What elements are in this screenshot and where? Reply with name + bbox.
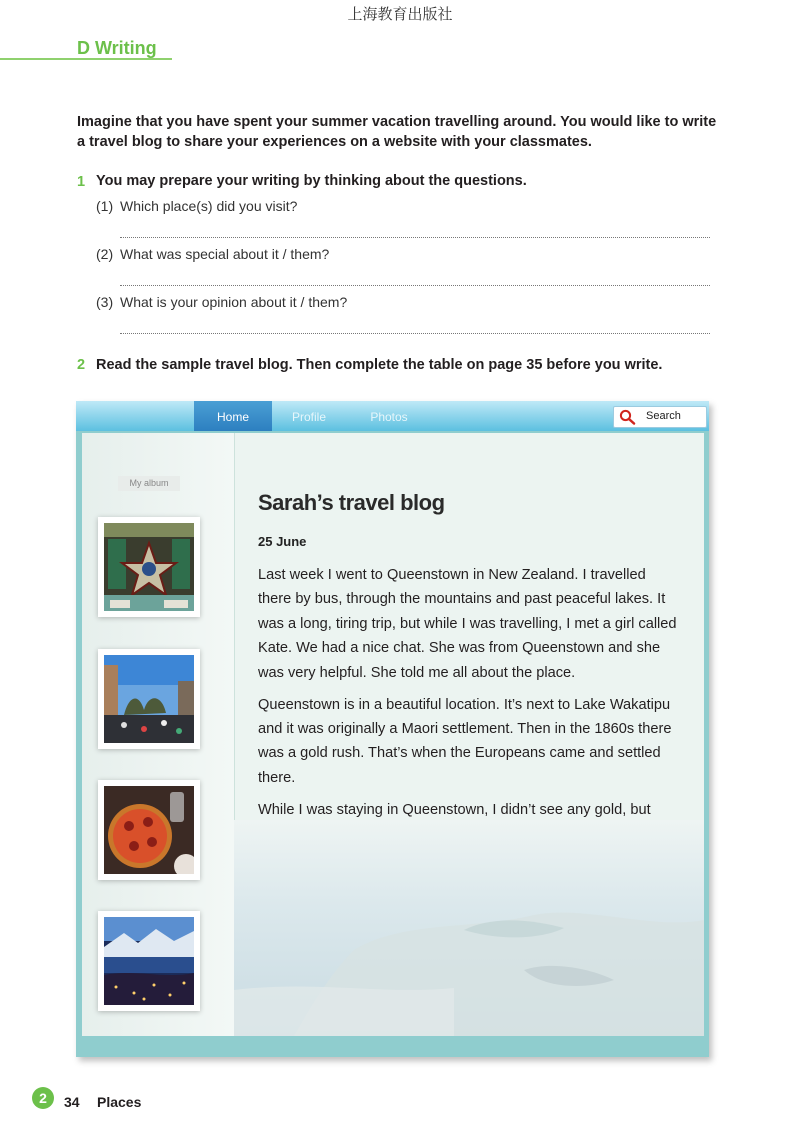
album-label: My album (118, 476, 180, 491)
search-label: Search (646, 410, 681, 422)
task-number: 2 (77, 357, 86, 373)
section-title: D Writing (77, 38, 157, 58)
nav-profile[interactable]: Profile (291, 410, 326, 424)
question-text: What was special about it / them? (120, 246, 330, 262)
landscape-background (234, 820, 704, 1036)
blog-body (258, 563, 678, 830)
question-text: Which place(s) did you visit? (120, 198, 298, 214)
nav-photos[interactable]: Photos (370, 410, 408, 424)
page-number: 34 (64, 1094, 80, 1110)
task-1 (77, 173, 85, 191)
unit-label: Places (97, 1094, 142, 1110)
question-label: (2) (96, 246, 114, 262)
answer-line[interactable] (120, 333, 710, 334)
unit-badge: 2 (32, 1087, 54, 1109)
search-icon[interactable] (619, 409, 637, 430)
task-1-text: You may prepare your writing by thinking about the questions. (96, 173, 527, 189)
task-2-text: Read the sample travel blog. Then complete the table on page 35 before you write. (96, 357, 663, 373)
question-label: (1) (96, 198, 114, 214)
task-intro: Imagine that you have spent your summer vacation travelling around. You would like to write a travel blog to share your experiences on a website with your classmates. (77, 114, 717, 150)
city-night-photo[interactable] (98, 911, 200, 1011)
blog-paragraph: Queenstown is in a beautiful location. It’s next to Lake Wakatipu and it was originally a Maori settlement. Then in the 1860s there was a gold rush. That’s when the Europeans came and settled there. (258, 696, 672, 786)
decorated-vehicle-photo[interactable] (98, 517, 200, 617)
answer-line[interactable] (120, 237, 710, 238)
answer-line[interactable] (120, 285, 710, 286)
task-number: 1 (77, 174, 86, 190)
publisher-header: 上海教育出版社 (347, 5, 453, 23)
pizza-photo[interactable] (98, 780, 200, 880)
blog-paragraph: Last week I went to Queenstown in New Zealand. I travelled there by bus, through the mountains and past peaceful lakes. It was a long, tiring trip, but while I was travelling, I met a girl called Kate. We had a nice chat. She was from Queenstown and she was very helpful. She told me all about the place. (258, 567, 677, 681)
blog-date: 25 June (258, 534, 307, 549)
blog-paragraph: While I was staying in Queenstown, I didn’t see any gold, but (258, 801, 651, 818)
section-underline (0, 58, 172, 60)
question-text: What is your opinion about it / them? (120, 294, 348, 310)
nav-home[interactable]: Home (194, 401, 272, 431)
street-scene-photo[interactable] (98, 649, 200, 749)
question-label: (3) (96, 294, 114, 310)
blog-title: Sarah’s travel blog (258, 490, 445, 515)
